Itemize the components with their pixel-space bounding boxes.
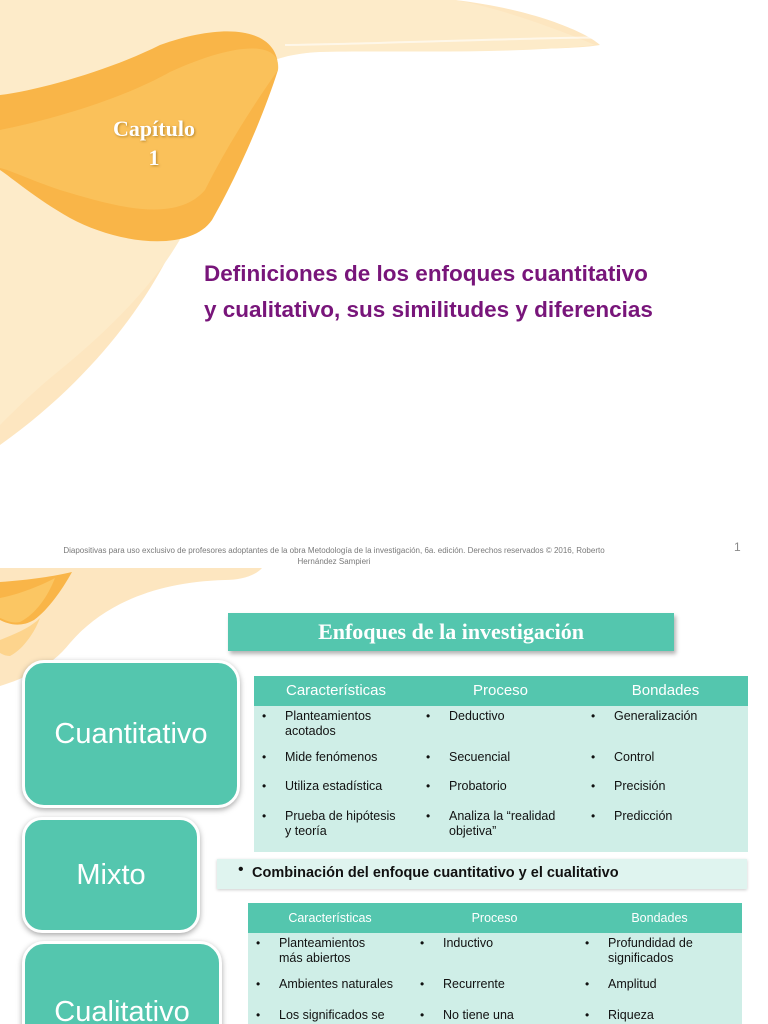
chapter-number: 1: [148, 145, 160, 170]
mixto-description: [217, 859, 747, 889]
table-row: [248, 936, 742, 977]
cell: • Deductivo: [418, 709, 583, 750]
cualitativo-label: Cualitativo: [54, 996, 190, 1024]
slide-title-line-1: Definiciones de los enfoques cuantitativo: [204, 261, 648, 286]
header-bondades: Bondades: [631, 911, 688, 925]
cell: • Planteamientos acotados: [254, 709, 418, 750]
cell: • Los significados se: [248, 1008, 412, 1024]
slide-title-line-2: y cualitativo, sus similitudes y diferencias: [204, 297, 653, 322]
cell: • Profundidad de significados: [577, 936, 742, 977]
cuantitativo-label: Cuantitativo: [54, 717, 208, 750]
mixto-text: Combinación del enfoque cuantitativo y el cualitativo: [252, 865, 619, 881]
cell: • Generalización: [583, 709, 748, 750]
table-row: [254, 779, 748, 809]
copyright-footer: [0, 545, 668, 567]
table-row: [254, 809, 748, 845]
cell: • Mide fenómenos: [254, 750, 418, 779]
table-header: [254, 676, 748, 706]
table-row: [254, 750, 748, 779]
cuantitativo-box: [22, 660, 240, 808]
footer-line-2: Hernández Sampieri: [297, 557, 371, 566]
table-row: [254, 709, 748, 750]
cell: • Analiza la “realidad objetiva”: [418, 809, 583, 845]
header-caracteristicas: Características: [288, 911, 372, 925]
cell: • Control: [583, 750, 748, 779]
chapter-word: Capítulo: [113, 116, 195, 141]
chapter-label: [96, 114, 212, 172]
cell: • Recurrente: [412, 977, 577, 1008]
cell: • Utiliza estadística: [254, 779, 418, 809]
bullet-icon: •: [238, 861, 244, 878]
page-number: 1: [734, 540, 741, 554]
cell: • Probatorio: [418, 779, 583, 809]
cell: • Riqueza: [577, 1008, 742, 1024]
slide-title-enfoques: Enfoques de la investigación: [228, 613, 674, 651]
cell: • Planteamientos más abiertos: [248, 936, 412, 977]
header-proceso: Proceso: [471, 911, 518, 925]
mixto-box: [22, 817, 200, 933]
cell: • No tiene una: [412, 1008, 577, 1024]
header-bondades: Bondades: [631, 682, 700, 699]
cell: • Amplitud: [577, 977, 742, 1008]
table-header: [248, 903, 742, 933]
slide-title: [204, 256, 744, 328]
cell: • Precisión: [583, 779, 748, 809]
table-row: [248, 977, 742, 1008]
table-cualitativo: [248, 903, 742, 1024]
table-row: [248, 1008, 742, 1024]
table-cuantitativo: [254, 676, 748, 852]
cell: • Prueba de hipótesis y teoría: [254, 809, 418, 845]
footer-line-1: Diapositivas para uso exclusivo de profesores adoptantes de la obra Metodología de la investigación, 6a. edición. Derechos reservados © 2016, Roberto: [63, 546, 605, 555]
cell: • Ambientes naturales: [248, 977, 412, 1008]
cell: • Secuencial: [418, 750, 583, 779]
cell: • Predicción: [583, 809, 748, 845]
cualitativo-box: [22, 941, 222, 1024]
slide-2: [0, 568, 768, 1024]
header-proceso: Proceso: [472, 682, 529, 699]
mixto-label: Mixto: [76, 858, 146, 891]
header-caracteristicas: Características: [285, 682, 387, 699]
cell: • Inductivo: [412, 936, 577, 977]
